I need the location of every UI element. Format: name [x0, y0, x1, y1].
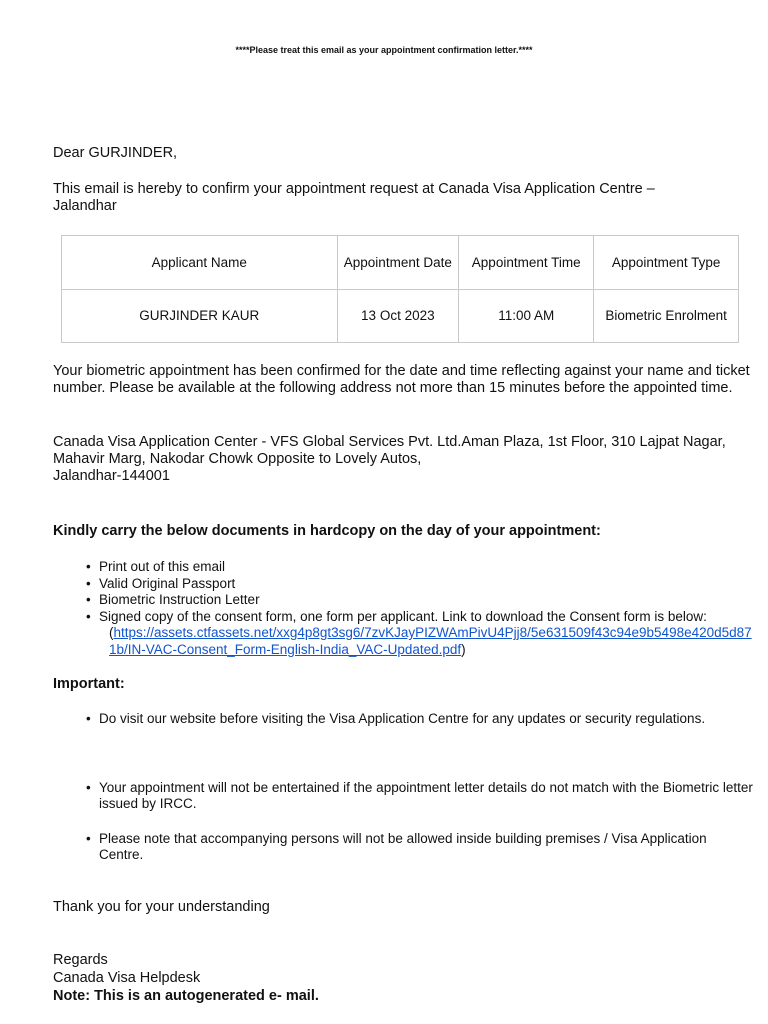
address-line-2: Mahavir Marg, Nakodar Chowk Opposite to Lovely Autos,: [53, 451, 422, 467]
consent-text: Signed copy of the consent form, one form per applicant. Link to download the Consent form is below:: [99, 608, 707, 624]
cell-appointment-time: 11:00 AM: [459, 290, 594, 343]
table-header-row: [62, 236, 739, 290]
close-paren: ): [461, 641, 466, 657]
cell-appointment-date: 13 Oct 2023: [337, 290, 459, 343]
signature-line: Canada Visa Helpdesk: [53, 970, 201, 986]
documents-heading: Kindly carry the below documents in hardcopy on the day of your appointment:: [53, 523, 601, 539]
header-appointment-time: Appointment Time: [459, 236, 594, 290]
autogenerated-note: Note: This is an autogenerated e- mail.: [53, 988, 319, 1004]
important-heading: Important:: [53, 676, 125, 692]
list-item: • Valid Original Passport: [83, 576, 753, 593]
open-paren: (: [109, 625, 114, 640]
list-item: • Please note that accompanying persons will not be allowed inside building premises / Visa Application Centre.: [83, 831, 753, 864]
thanks-line: Thank you for your understanding: [53, 899, 270, 915]
list-item: • Biometric Instruction Letter: [83, 592, 753, 609]
cell-appointment-type: Biometric Enrolment: [594, 290, 739, 343]
list-item-consent: [83, 609, 753, 659]
table-row: [62, 290, 739, 343]
list-item: • Do visit our website before visiting the Visa Application Centre for any updates or security regulations.: [83, 711, 753, 728]
address-line-1: Canada Visa Application Center - VFS Global Services Pvt. Ltd.Aman Plaza, 1st Floor, 310 Lajpat Nagar,: [53, 434, 726, 450]
address-block: [53, 434, 753, 485]
important-list: [83, 711, 753, 864]
consent-form-link[interactable]: https://assets.ctfassets.net/xxg4p8gt3sg6/7zvKJayPIZWAmPivU4Pjj8/5e631509f43c94e9b5498e420d5d871b/IN-VAC-Consent_Form-English-India_VAC-Updated.pdf: [109, 625, 752, 657]
cell-applicant-name: GURJINDER KAUR: [62, 290, 338, 343]
header-applicant-name: Applicant Name: [62, 236, 338, 290]
regards-line: Regards: [53, 952, 108, 968]
appointment-table: [61, 235, 739, 343]
header-appointment-type: Appointment Type: [594, 236, 739, 290]
confirmation-paragraph: Your biometric appointment has been confirmed for the date and time reflecting against your name and ticket number. Please be available at the following address not more than 15 minutes before the appointed time.: [53, 363, 750, 396]
list-item: • Your appointment will not be entertained if the appointment letter details do not match with the Biometric letter issued by IRCC.: [83, 780, 753, 813]
intro-paragraph: This email is hereby to confirm your appointment request at Canada Visa Application Centre – Jalandhar: [53, 181, 655, 214]
documents-list: [83, 559, 753, 658]
confirmation-banner: ****Please treat this email as your appointment confirmation letter.****: [235, 45, 533, 55]
header-appointment-date: Appointment Date: [337, 236, 459, 290]
greeting: Dear GURJINDER,: [53, 145, 178, 161]
list-item: • Print out of this email: [83, 559, 753, 576]
consent-link-wrapper: [99, 625, 753, 658]
address-line-3: Jalandhar-144001: [53, 468, 170, 484]
